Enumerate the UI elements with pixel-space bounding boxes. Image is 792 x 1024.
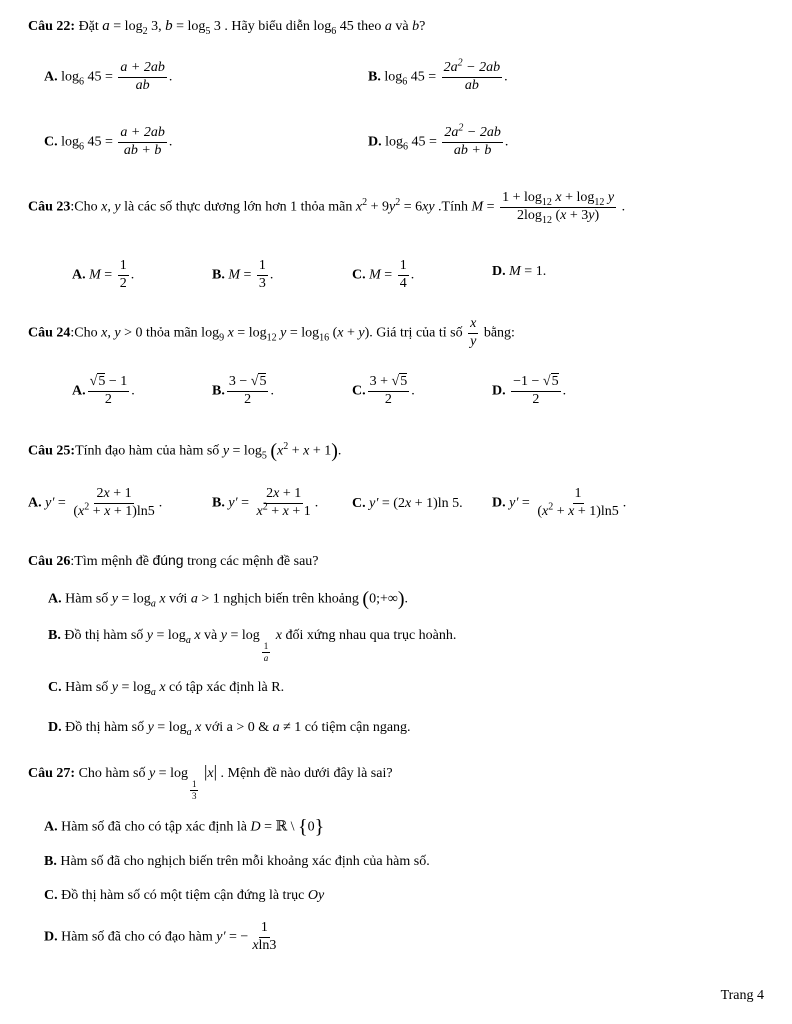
question-25-id: Câu 25: [28, 443, 76, 459]
question-23-option-a: A. M = $\frac{1}{2}$ . [72, 258, 135, 291]
question-26-option-b: B. Đồ thị hàm số $y = \log_a x$ và y = log $\frac{1}{a}$ x đối xứng nhau qua trục hoành. [48, 628, 457, 663]
question-27-option-d: D. Hàm số đã cho có đạo hàm y′ = − $\frac{1}{xln3}$ [44, 920, 277, 953]
question-25-option-c: C. y′ = (2x + 1)ln 5. [352, 496, 463, 511]
question-23-option-d: D. M = 1. [492, 264, 547, 279]
question-27-option-c: C. Đồ thị hàm số có một tiệm cận đứng là trục Oy [44, 888, 325, 903]
question-22-option-d: D. $\log_6 45$ = $\frac{2a^2 - 2ab}{ab + b}$ . [368, 122, 509, 158]
question-23-id: Câu 23 [28, 199, 71, 215]
question-25-option-b: B. y′ = $\frac{2x + 1}{x^2 + x + 1}$ . [212, 486, 319, 519]
question-22-option-a: A. $\log_6 45$ = $\frac{a + 2ab}{ab}$ . [44, 60, 173, 93]
question-26: Câu 26:Tìm mệnh đề đúng trong các mệnh đề sau? [28, 552, 319, 569]
question-23-option-c: C. M = $\frac{1}{4}$ . [352, 258, 415, 291]
question-25-option-a: A. y′ = $\frac{2x + 1}{(x^2 + x + 1)\ln 5}$ . [28, 486, 163, 519]
question-23: Câu 23:Cho x, y là các số thực dương lớn hơn 1 thỏa mãn $x^2 + 9y^2 = 6xy$ .Tính M = $\frac{1 + \log_{12} x + \log_{12} y}{2\log_{12} (x + 3y)}$ . [28, 190, 626, 226]
question-24: Câu 24:Cho x, y > 0 thỏa mãn $\log_9 x = \log_{12} y = \log_{16} (x + y)$. Giá trị của tỉ số $\frac{x}{y}$ bằng: [28, 316, 515, 349]
question-24-id: Câu 24 [28, 325, 71, 341]
question-22-text: Đặt $a = \log_2 3$, $b = \log_5 3$ . Hãy biểu diễn $\log_6 45$ theo a và b? [78, 18, 426, 37]
question-25-option-d: D. y′ = $\frac{1}{(x^2 + x + 1)\ln 5}$ . [492, 486, 627, 519]
question-24-option-c: C. $\frac{3 + √5}{2}$ . [352, 374, 415, 407]
question-24-option-d: D. $\frac{-1 - √5}{2}$ . [492, 374, 567, 407]
question-26-id: Câu 26 [28, 554, 71, 569]
question-26-option-a: A. Hàm số $y = \log_a x$ với a > 1 nghịch biến trên khoảng (0;+∞). [48, 588, 409, 610]
question-22-option-b: B. $\log_6 45$ = $\frac{2a^2 - 2ab}{ab}$ . [368, 57, 508, 93]
question-27-option-a: A. Hàm số đã cho có tập xác định là D = ℝ \ {0} [44, 816, 325, 838]
question-23-option-b: B. M = $\frac{1}{3}$ . [212, 258, 274, 291]
question-24-option-b: B. $\frac{3 - √5}{2}$ . [212, 374, 274, 407]
page-footer: Trang 4 [720, 988, 764, 1003]
question-26-option-c: C. Hàm số $y = \log_a x$ có tập xác định là R. [48, 680, 285, 698]
question-22-id: Câu 22: [28, 19, 76, 34]
question-26-option-d: D. Đồ thị hàm số $y = \log_a x$ với a > 0 & a ≠ 1 có tiệm cận ngang. [48, 720, 411, 738]
question-27-option-b: B. Hàm số đã cho nghịch biến trên mỗi khoảng xác định của hàm số. [44, 854, 430, 869]
question-22-option-c: C. $\log_6 45$ = $\frac{a + 2ab}{ab + b}$ . [44, 125, 173, 158]
question-27-id: Câu 27: [28, 766, 76, 781]
question-22 [28, 18, 425, 35]
question-27: Câu 27: Cho hàm số y = log $\frac{1}{3}$ |x| . Mệnh đề nào dưới đây là sai? [28, 762, 393, 801]
question-25: Câu 25:Tính đạo hàm của hàm số $y = \log_5 (x^2 + x + 1)$. [28, 440, 342, 462]
question-24-option-a: A. $\frac{√5 - 1}{2}$ . [72, 374, 135, 407]
